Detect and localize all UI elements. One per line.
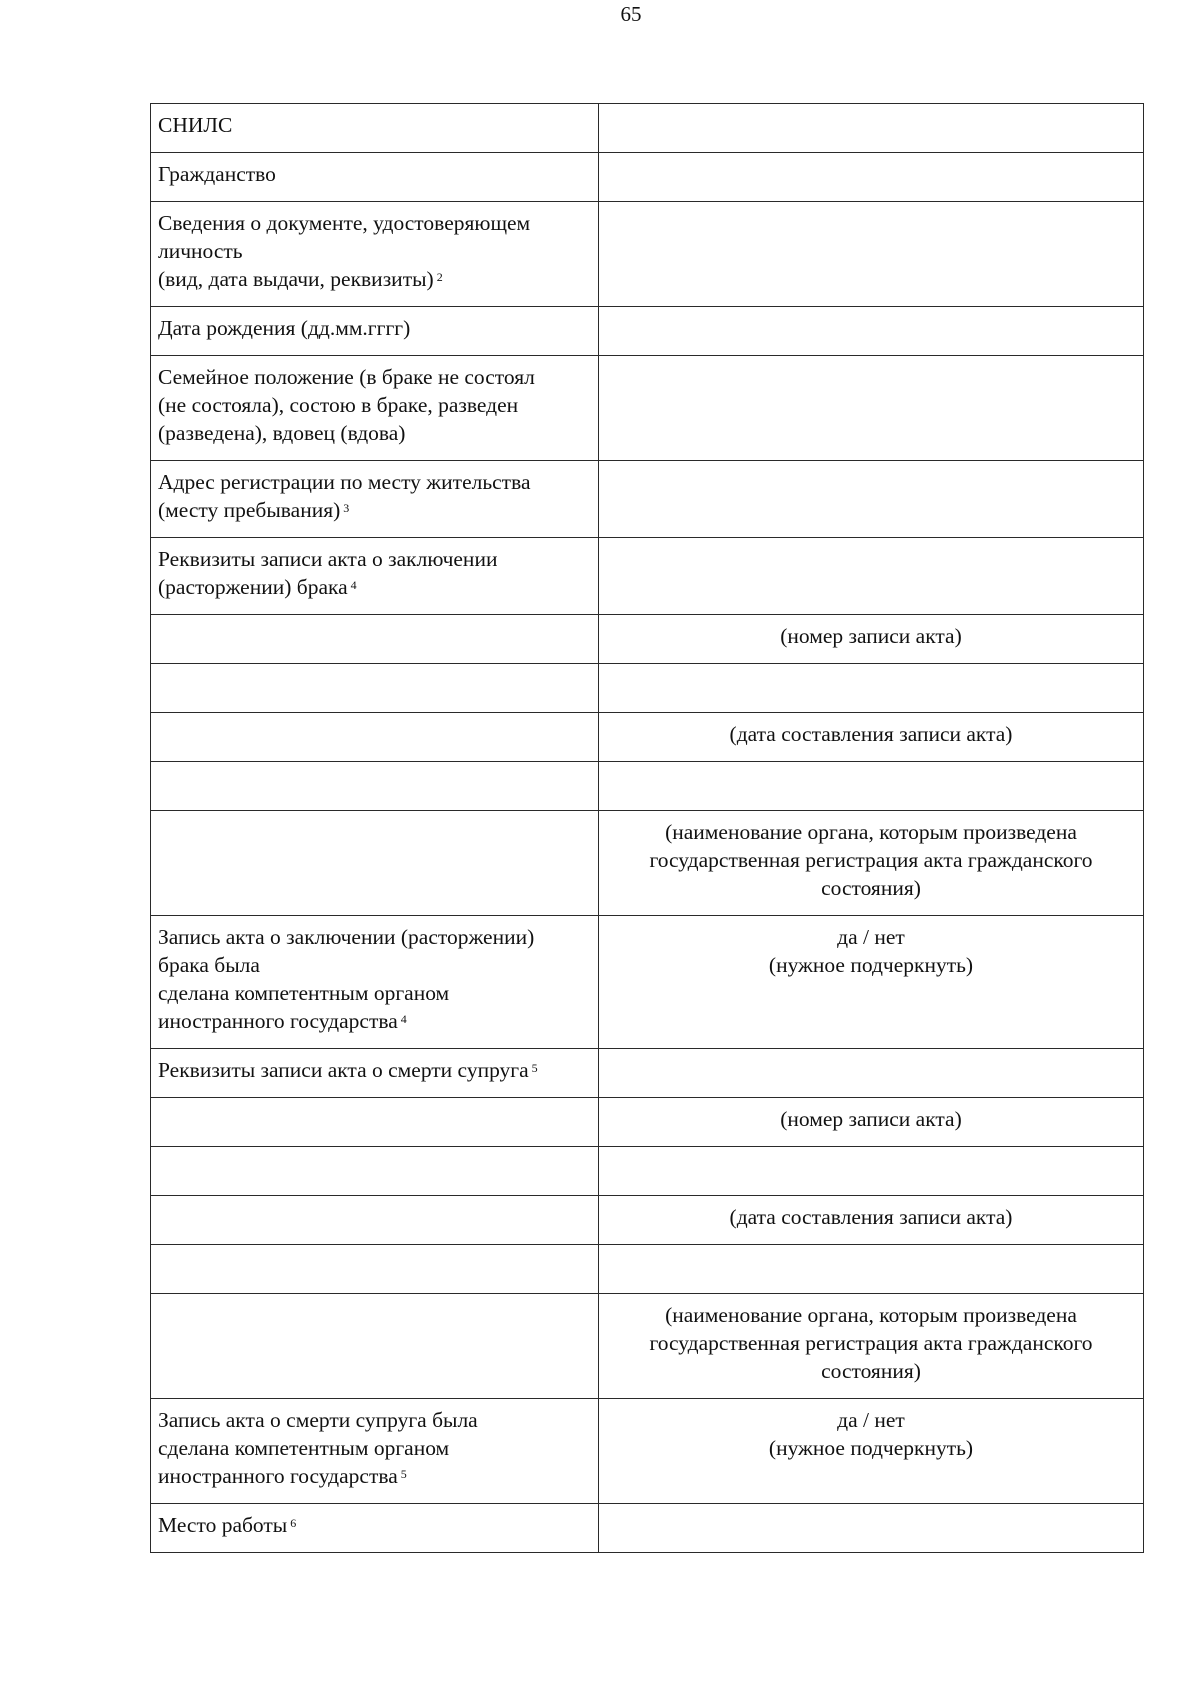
field-label-text: личность bbox=[158, 239, 243, 263]
field-value-cell[interactable] bbox=[599, 104, 1144, 153]
form-row bbox=[151, 664, 1144, 713]
form-row bbox=[151, 916, 1144, 1049]
field-label-cell bbox=[151, 538, 599, 615]
field-label-line bbox=[158, 951, 591, 979]
field-label-cell bbox=[151, 356, 599, 461]
footnote-marker: 6 bbox=[290, 1516, 297, 1530]
footnote-marker: 5 bbox=[531, 1061, 538, 1075]
field-hint-text: государственная регистрация акта гражданского bbox=[649, 1331, 1093, 1355]
field-label-cell bbox=[151, 461, 599, 538]
field-label-cell bbox=[151, 104, 599, 153]
field-label-line bbox=[158, 573, 591, 601]
field-label-text: (не состояла), состою в браке, разведен bbox=[158, 393, 519, 417]
field-label-line bbox=[158, 419, 591, 447]
field-value-cell[interactable] bbox=[599, 1147, 1144, 1196]
field-label-cell bbox=[151, 1504, 599, 1553]
field-hint-text: (номер записи акта) bbox=[780, 1107, 962, 1131]
field-hint-text: да / нет bbox=[837, 925, 905, 949]
field-label-line bbox=[158, 160, 591, 188]
field-label-text: брака была bbox=[158, 953, 260, 977]
form-row bbox=[151, 1245, 1144, 1294]
field-value-cell[interactable] bbox=[599, 1196, 1144, 1245]
field-label-text: иностранного государства bbox=[158, 1464, 398, 1488]
field-value-cell[interactable] bbox=[599, 1049, 1144, 1098]
field-value-cell[interactable] bbox=[599, 307, 1144, 356]
form-row bbox=[151, 1196, 1144, 1245]
field-hint-text: состояния) bbox=[821, 1359, 921, 1383]
field-label-cell bbox=[151, 664, 599, 713]
field-value-cell[interactable] bbox=[599, 1294, 1144, 1399]
form-row bbox=[151, 153, 1144, 202]
field-label-line bbox=[158, 1511, 591, 1539]
form-row bbox=[151, 538, 1144, 615]
form-row bbox=[151, 1098, 1144, 1147]
field-label-line bbox=[158, 363, 591, 391]
field-hint-text: (нужное подчеркнуть) bbox=[768, 953, 974, 977]
field-hint-text: (номер записи акта) bbox=[780, 624, 962, 648]
field-label-text: Запись акта о смерти супруга была bbox=[158, 1408, 478, 1432]
field-label-line bbox=[158, 545, 591, 573]
field-hint-text: да / нет bbox=[837, 1408, 905, 1432]
field-label-text: (разведена), вдовец (вдова) bbox=[158, 421, 406, 445]
form-row bbox=[151, 615, 1144, 664]
field-hint-text: (наименование органа, которым произведена bbox=[665, 1303, 1077, 1327]
field-label-line bbox=[158, 468, 591, 496]
field-label-cell bbox=[151, 307, 599, 356]
field-label-cell bbox=[151, 916, 599, 1049]
field-label-cell bbox=[151, 153, 599, 202]
field-label-text: сделана компетентным органом bbox=[158, 1436, 450, 1460]
field-value-cell[interactable] bbox=[599, 1245, 1144, 1294]
field-value-cell[interactable] bbox=[599, 916, 1144, 1049]
field-label-cell bbox=[151, 615, 599, 664]
field-label-line bbox=[158, 265, 591, 293]
form-row bbox=[151, 461, 1144, 538]
field-value-cell[interactable] bbox=[599, 461, 1144, 538]
form-row bbox=[151, 356, 1144, 461]
form-row bbox=[151, 1147, 1144, 1196]
field-label-text: Дата рождения (дд.мм.гггг) bbox=[158, 316, 411, 340]
field-label-line bbox=[158, 209, 591, 237]
field-hint-text: (дата составления записи акта) bbox=[729, 1205, 1013, 1229]
field-label-line bbox=[158, 1056, 591, 1084]
field-label-text: Место работы bbox=[158, 1513, 288, 1537]
field-label-line bbox=[158, 923, 591, 951]
field-value-cell[interactable] bbox=[599, 153, 1144, 202]
field-value-cell[interactable] bbox=[599, 1098, 1144, 1147]
field-label-line bbox=[158, 496, 591, 524]
field-hint-text: состояния) bbox=[821, 876, 921, 900]
field-label-text: Запись акта о заключении (расторжении) bbox=[158, 925, 535, 949]
field-label-cell bbox=[151, 811, 599, 916]
footnote-marker: 3 bbox=[343, 501, 350, 515]
field-value-cell[interactable] bbox=[599, 356, 1144, 461]
field-label-text: СНИЛС bbox=[158, 113, 233, 137]
field-label-text: иностранного государства bbox=[158, 1009, 398, 1033]
personal-data-form-table bbox=[150, 103, 1144, 1553]
field-label-line bbox=[158, 1462, 591, 1490]
form-row bbox=[151, 307, 1144, 356]
field-hint-text: (нужное подчеркнуть) bbox=[768, 1436, 974, 1460]
form-row bbox=[151, 202, 1144, 307]
page-number: 65 bbox=[620, 2, 642, 26]
form-row bbox=[151, 713, 1144, 762]
field-label-text: сделана компетентным органом bbox=[158, 981, 450, 1005]
field-value-cell[interactable] bbox=[599, 762, 1144, 811]
field-hint-text: государственная регистрация акта гражданского bbox=[649, 848, 1093, 872]
field-label-line bbox=[158, 1007, 591, 1035]
field-label-text: Гражданство bbox=[158, 162, 276, 186]
field-label-text: Реквизиты записи акта о смерти супруга bbox=[158, 1058, 529, 1082]
field-label-line bbox=[158, 391, 591, 419]
field-label-text: (вид, дата выдачи, реквизиты) bbox=[158, 267, 434, 291]
form-row bbox=[151, 1294, 1144, 1399]
field-label-line bbox=[158, 237, 591, 265]
form-row bbox=[151, 811, 1144, 916]
form-row bbox=[151, 1504, 1144, 1553]
footnote-marker: 2 bbox=[436, 270, 443, 284]
footnote-marker: 4 bbox=[400, 1012, 407, 1026]
field-value-cell[interactable] bbox=[599, 713, 1144, 762]
footnote-marker: 4 bbox=[350, 578, 357, 592]
field-label-text: (месту пребывания) bbox=[158, 498, 341, 522]
field-label-line bbox=[158, 1434, 591, 1462]
field-value-cell[interactable] bbox=[599, 1504, 1144, 1553]
form-row bbox=[151, 1049, 1144, 1098]
field-label-line bbox=[158, 979, 591, 1007]
form-row bbox=[151, 104, 1144, 153]
field-label-cell bbox=[151, 1196, 599, 1245]
field-value-cell[interactable] bbox=[599, 538, 1144, 615]
field-label-cell bbox=[151, 202, 599, 307]
field-label-line bbox=[158, 314, 591, 342]
field-label-cell bbox=[151, 713, 599, 762]
field-value-cell[interactable] bbox=[599, 811, 1144, 916]
field-hint-text: (наименование органа, которым произведена bbox=[665, 820, 1077, 844]
field-label-cell bbox=[151, 1399, 599, 1504]
field-label-text: Сведения о документе, удостоверяющем bbox=[158, 211, 531, 235]
field-label-line bbox=[158, 111, 591, 139]
field-label-cell bbox=[151, 1294, 599, 1399]
field-hint-text: (дата составления записи акта) bbox=[729, 722, 1013, 746]
field-label-cell bbox=[151, 1147, 599, 1196]
field-label-line bbox=[158, 1406, 591, 1434]
field-value-cell[interactable] bbox=[599, 615, 1144, 664]
field-label-cell bbox=[151, 762, 599, 811]
field-value-cell[interactable] bbox=[599, 202, 1144, 307]
form-row bbox=[151, 1399, 1144, 1504]
field-label-cell bbox=[151, 1049, 599, 1098]
footnote-marker: 5 bbox=[400, 1467, 407, 1481]
field-label-text: Реквизиты записи акта о заключении bbox=[158, 547, 498, 571]
field-label-cell bbox=[151, 1245, 599, 1294]
field-label-cell bbox=[151, 1098, 599, 1147]
field-value-cell[interactable] bbox=[599, 1399, 1144, 1504]
field-value-cell[interactable] bbox=[599, 664, 1144, 713]
field-label-text: Семейное положение (в браке не состоял bbox=[158, 365, 535, 389]
field-label-text: Адрес регистрации по месту жительства bbox=[158, 470, 531, 494]
form-body bbox=[151, 104, 1144, 1553]
field-label-text: (расторжении) брака bbox=[158, 575, 348, 599]
form-row bbox=[151, 762, 1144, 811]
